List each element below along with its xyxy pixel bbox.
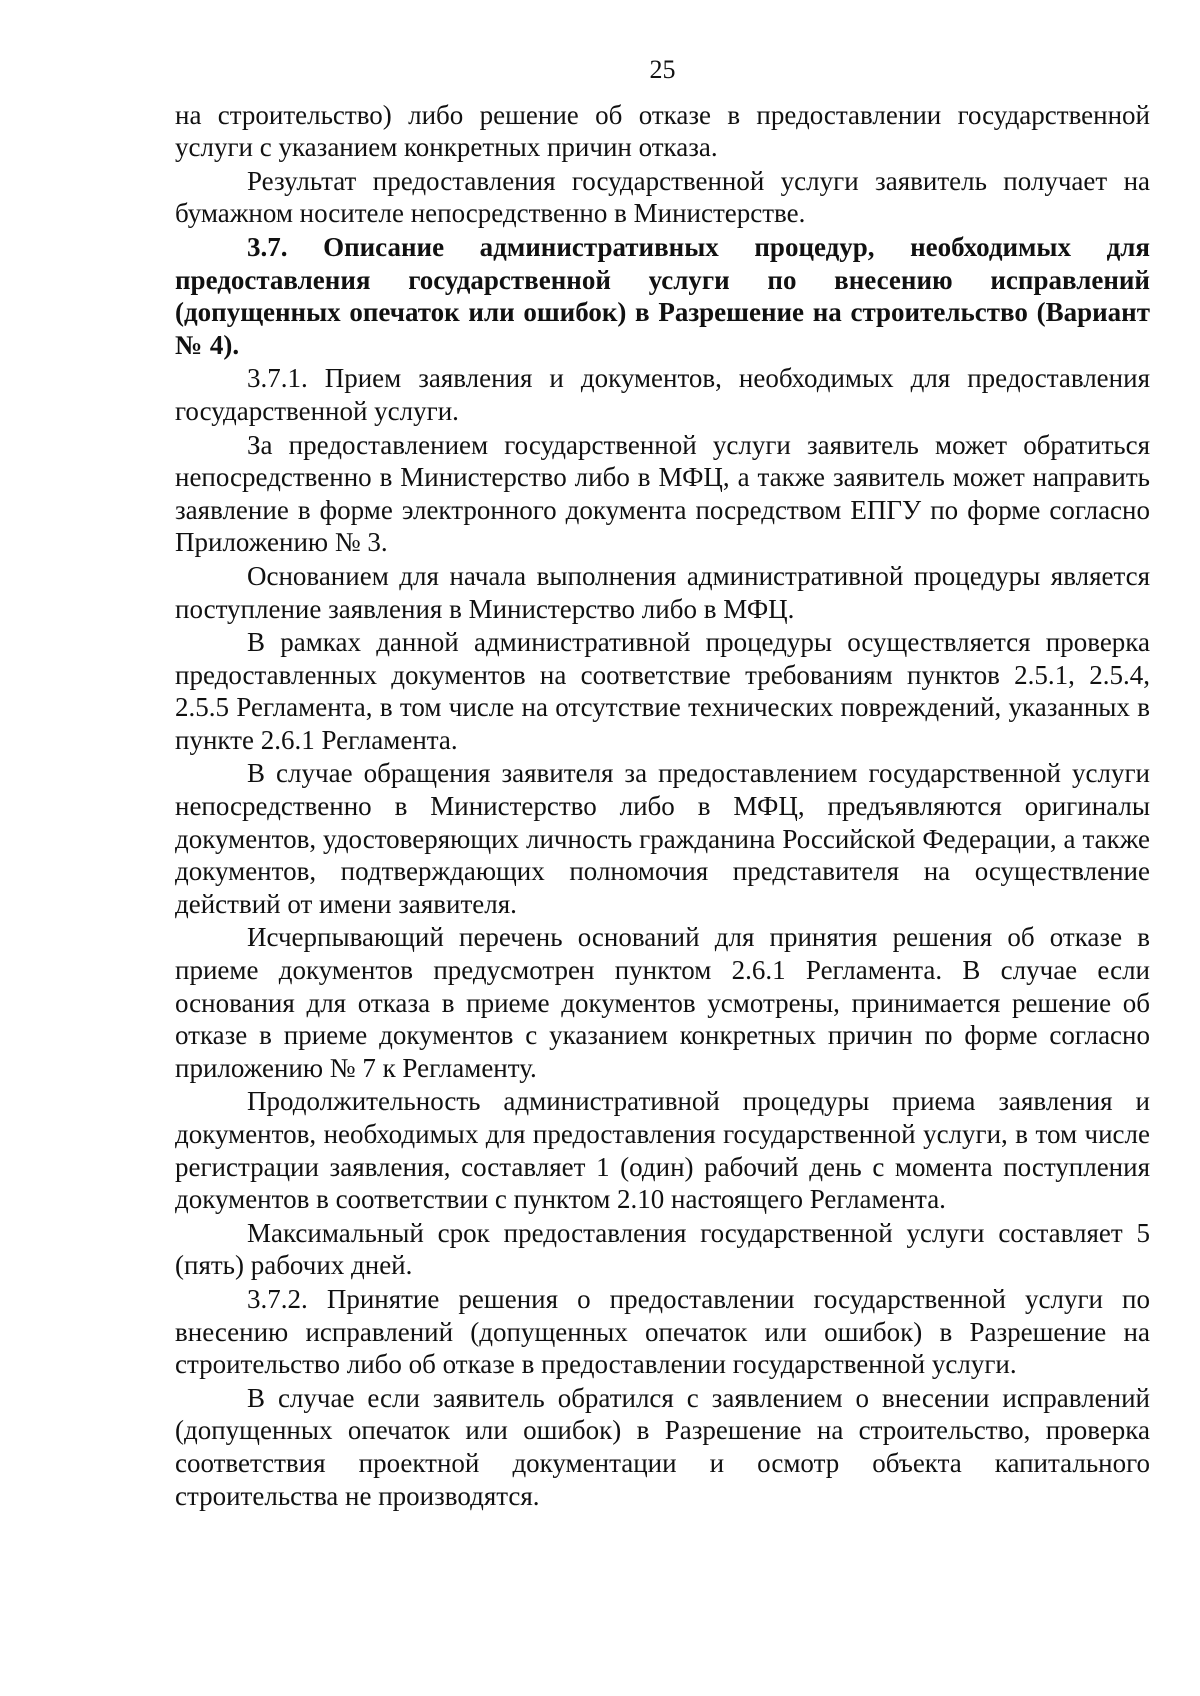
- paragraph-refusal-grounds: Исчерпывающий перечень оснований для принятия решения об отказе в приеме документов предусмотрен пунктом 2.6.1 Регламента. В случае если основания для отказа в приеме документов усмотрены, принимается решение об отказе в приеме документов с указанием конкретных причин по форме согласно приложению № 7 к Регламенту.: [175, 922, 1150, 1083]
- paragraph-procedure-basis: Основанием для начала выполнения административной процедуры является поступление заявления в Министерство либо в МФЦ.: [175, 560, 1150, 624]
- document-page: [175, 54, 1150, 1513]
- paragraph-3-7-1: 3.7.1. Прием заявления и документов, необходимых для предоставления государственной услуги.: [175, 363, 1150, 426]
- paragraph-result: Результат предоставления государственной услуги заявитель получает на бумажном носителе непосредственно в Министерстве.: [175, 165, 1150, 229]
- paragraph-continuation: на строительство) либо решение об отказе в предоставлении государственной услуги с указанием конкретных причин отказа.: [175, 99, 1150, 163]
- page-number: 25: [649, 55, 676, 84]
- paragraph-document-check: В рамках данной административной процедуры осуществляется проверка предоставленных документов на соответствие требованиям пунктов 2.5.1, 2.5.4, 2.5.5 Регламента, в том числе на отсутствие технических повреждений, указанных в пункте 2.6.1 Регламента.: [175, 627, 1150, 755]
- paragraph-no-inspection: В случае если заявитель обратился с заявлением о внесении исправлений (допущенных опечаток или ошибок) в Разрешение на строительство, проверка соответствия проектной документации и осмотр объекта капитального строительства не производятся.: [175, 1382, 1150, 1511]
- paragraph-original-documents: В случае обращения заявителя за предоставлением государственной услуги непосредственно в Министерство либо в МФЦ, предъявляются оригиналы документов, удостоверяющих личность гражданина Российской Федерации, а также документов, подтверждающих полномочия представителя на осуществление действий от имени заявителя.: [175, 758, 1150, 919]
- paragraph-application-submission: За предоставлением государственной услуги заявитель может обратиться непосредственно в Министерство либо в МФЦ, а также заявитель может направить заявление в форме электронного документа посредством ЕПГУ по форме согласно Приложению № 3.: [175, 429, 1150, 558]
- paragraph-maximum-term: Максимальный срок предоставления государственной услуги составляет 5 (пять) рабочих дней.: [175, 1217, 1150, 1281]
- paragraph-procedure-duration: Продолжительность административной процедуры приема заявления и документов, необходимых для предоставления государственной услуги, в том числе регистрации заявления, составляет 1 (один) рабочий день с момента поступления документов в соответствии с пунктом 2.10 настоящего Регламента.: [175, 1086, 1150, 1215]
- paragraph-3-7-2: 3.7.2. Принятие решения о предоставлении государственной услуги по внесению исправлений (допущенных опечаток или ошибок) в Разрешение на строительство либо об отказе в предоставлении государственной услуги.: [175, 1283, 1150, 1380]
- section-heading-3-7: 3.7. Описание административных процедур, необходимых для предоставления государственной услуги по внесению исправлений (допущенных опечаток или ошибок) в Разрешение на строительство (Вариант № 4).: [175, 231, 1150, 360]
